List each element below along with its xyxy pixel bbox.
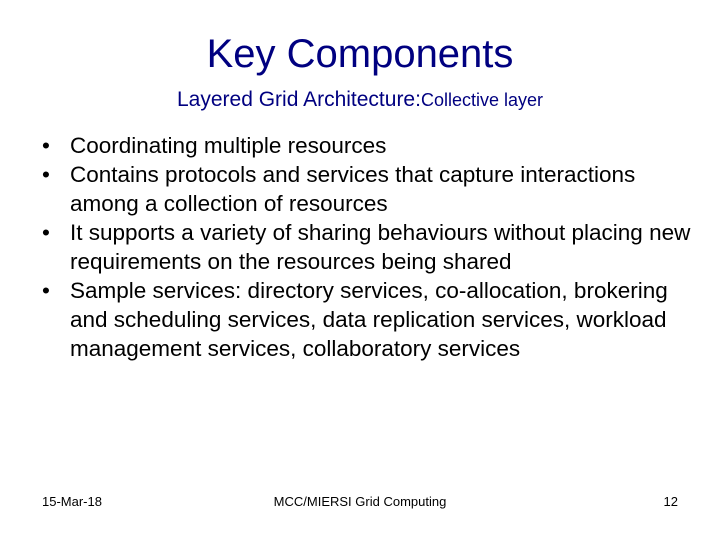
footer-title: MCC/MIERSI Grid Computing [273, 494, 447, 509]
bullet-item [42, 160, 692, 218]
bullet-list [42, 131, 692, 363]
bullet-icon: • [42, 220, 50, 245]
subtitle-layer: Collective layer [420, 90, 543, 110]
bullet-text: Coordinating multiple resources [70, 133, 387, 158]
slide-subtitle [0, 86, 720, 114]
bullet-text: Contains protocols and services that capture interactions among a collection of resources [70, 162, 636, 216]
bullet-item [42, 276, 692, 363]
bullet-text: Sample services: directory services, co-allocation, brokering and scheduling services, data replication services, workload management services, collaboratory services [70, 278, 668, 361]
bullet-icon: • [42, 133, 50, 158]
bullet-text: It supports a variety of sharing behaviours without placing new requirements on the resources being shared [70, 220, 691, 274]
bullet-icon: • [42, 162, 50, 187]
bullet-icon: • [42, 278, 50, 303]
bullet-item [42, 218, 692, 276]
subtitle-main: Layered Grid Architecture: [177, 88, 421, 111]
bullet-item [42, 131, 692, 160]
page-number: 12 [663, 494, 678, 509]
slide-title: Key Components [206, 32, 514, 76]
footer-date: 15-Mar-18 [42, 494, 102, 509]
